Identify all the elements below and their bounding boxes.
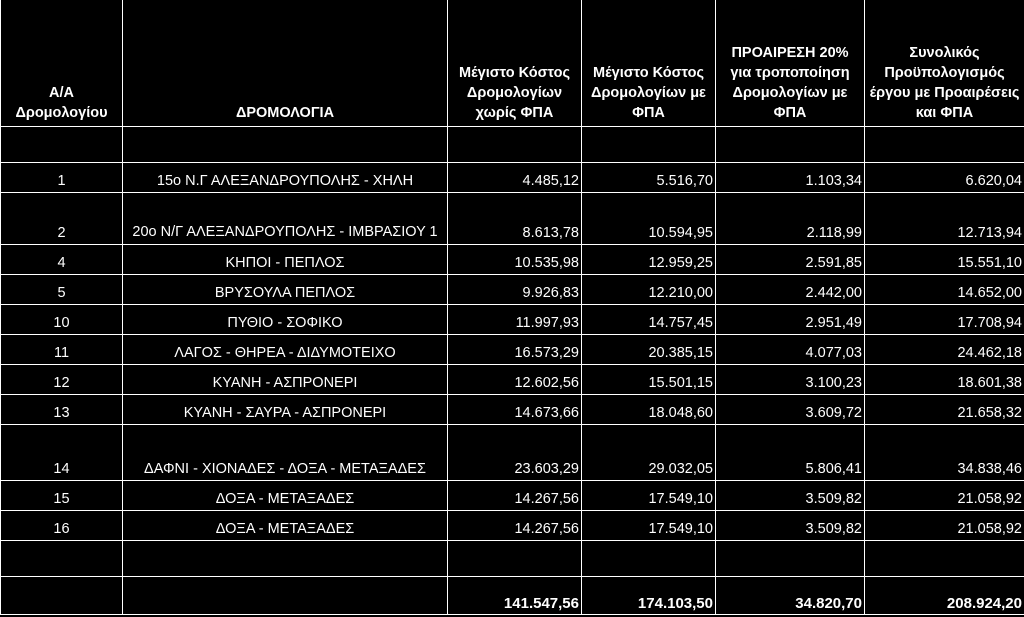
row-cost-vat: 20.385,15 [582, 335, 716, 365]
table-row [1, 365, 1024, 395]
row-total: 14.652,00 [865, 275, 1024, 305]
row-aa: 14 [1, 425, 123, 481]
row-aa: 16 [1, 511, 123, 541]
row-aa: 15 [1, 481, 123, 511]
row-cost-vat: 18.048,60 [582, 395, 716, 425]
row-cost-no-vat: 16.573,29 [448, 335, 582, 365]
row-cost-no-vat: 23.603,29 [448, 425, 582, 481]
blank-cell [716, 127, 865, 163]
row-route: ΛΑΓΟΣ - ΘΗΡΕΑ - ΔΙΔΥΜΟΤΕΙΧΟ [123, 335, 448, 365]
row-total: 6.620,04 [865, 163, 1024, 193]
row-aa: 11 [1, 335, 123, 365]
row-option: 3.509,82 [716, 511, 865, 541]
totals-empty-cell [1, 577, 123, 615]
total-cost-vat: 174.103,50 [582, 577, 716, 615]
row-cost-no-vat: 10.535,98 [448, 245, 582, 275]
blank-cell [582, 127, 716, 163]
row-total: 15.551,10 [865, 245, 1024, 275]
blank-cell [1, 541, 123, 577]
total-option: 34.820,70 [716, 577, 865, 615]
row-option: 1.103,34 [716, 163, 865, 193]
row-route: ΠΥΘΙΟ - ΣΟΦΙΚΟ [123, 305, 448, 335]
row-option: 4.077,03 [716, 335, 865, 365]
table-row [1, 275, 1024, 305]
blank-cell [582, 541, 716, 577]
header-total: Συνολικός Προϋπολογισμός έργου με Προαιρέσεις και ΦΠΑ [865, 0, 1024, 127]
row-route: ΚΥΑΝΗ - ΑΣΠΡΟΝΕΡΙ [123, 365, 448, 395]
header-cost-vat: Μέγιστο Κόστος Δρομολογίων με ΦΠΑ [582, 0, 716, 127]
row-total: 17.708,94 [865, 305, 1024, 335]
row-cost-vat: 17.549,10 [582, 511, 716, 541]
header-cost-no-vat: Μέγιστο Κόστος Δρομολογίων χωρίς ΦΠΑ [448, 0, 582, 127]
table-row [1, 511, 1024, 541]
row-aa: 13 [1, 395, 123, 425]
row-total: 21.058,92 [865, 511, 1024, 541]
blank-row [1, 541, 1024, 577]
row-route: 15ο Ν.Γ ΑΛΕΞΑΝΔΡΟΥΠΟΛΗΣ - ΧΗΛΗ [123, 163, 448, 193]
row-route: ΔΟΞΑ - ΜΕΤΑΞΑΔΕΣ [123, 511, 448, 541]
row-cost-no-vat: 14.673,66 [448, 395, 582, 425]
row-option: 2.442,00 [716, 275, 865, 305]
table-row [1, 245, 1024, 275]
blank-cell [865, 127, 1024, 163]
totals-empty-cell [123, 577, 448, 615]
table-row [1, 193, 1024, 245]
table-row [1, 425, 1024, 481]
row-option: 2.591,85 [716, 245, 865, 275]
row-aa: 10 [1, 305, 123, 335]
row-total: 21.658,32 [865, 395, 1024, 425]
row-total: 24.462,18 [865, 335, 1024, 365]
row-route: ΔΟΞΑ - ΜΕΤΑΞΑΔΕΣ [123, 481, 448, 511]
table-row [1, 163, 1024, 193]
row-total: 21.058,92 [865, 481, 1024, 511]
row-total: 12.713,94 [865, 193, 1024, 245]
blank-cell [448, 127, 582, 163]
row-cost-no-vat: 11.997,93 [448, 305, 582, 335]
row-cost-vat: 12.210,00 [582, 275, 716, 305]
blank-row [1, 127, 1024, 163]
row-cost-no-vat: 12.602,56 [448, 365, 582, 395]
row-cost-no-vat: 9.926,83 [448, 275, 582, 305]
row-route: ΚΥΑΝΗ - ΣΑΥΡΑ - ΑΣΠΡΟΝΕΡΙ [123, 395, 448, 425]
table-row [1, 481, 1024, 511]
row-aa: 1 [1, 163, 123, 193]
row-cost-vat: 10.594,95 [582, 193, 716, 245]
row-route: ΔΑΦΝΙ - ΧΙΟΝΑΔΕΣ - ΔΟΞΑ - ΜΕΤΑΞΑΔΕΣ [123, 425, 448, 481]
blank-cell [865, 541, 1024, 577]
row-aa: 2 [1, 193, 123, 245]
row-total: 18.601,38 [865, 365, 1024, 395]
total-budget: 208.924,20 [865, 577, 1024, 615]
row-cost-vat: 14.757,45 [582, 305, 716, 335]
blank-cell [1, 127, 123, 163]
row-route: ΚΗΠΟΙ - ΠΕΠΛΟΣ [123, 245, 448, 275]
row-cost-no-vat: 8.613,78 [448, 193, 582, 245]
row-cost-vat: 17.549,10 [582, 481, 716, 511]
table-row [1, 335, 1024, 365]
table-row [1, 395, 1024, 425]
row-route: ΒΡΥΣΟΥΛΑ ΠΕΠΛΟΣ [123, 275, 448, 305]
row-route: 20ο Ν/Γ ΑΛΕΞΑΝΔΡΟΥΠΟΛΗΣ - ΙΜΒΡΑΣΙΟΥ 1 [123, 193, 448, 245]
row-option: 3.100,23 [716, 365, 865, 395]
blank-cell [123, 127, 448, 163]
row-option: 2.118,99 [716, 193, 865, 245]
table-row [1, 305, 1024, 335]
row-cost-vat: 12.959,25 [582, 245, 716, 275]
row-cost-vat: 5.516,70 [582, 163, 716, 193]
row-option: 3.609,72 [716, 395, 865, 425]
total-cost-no-vat: 141.547,56 [448, 577, 582, 615]
header-route: ΔΡΟΜΟΛΟΓΙΑ [123, 0, 448, 127]
row-cost-vat: 15.501,15 [582, 365, 716, 395]
totals-row [1, 577, 1024, 615]
row-aa: 4 [1, 245, 123, 275]
row-cost-no-vat: 14.267,56 [448, 511, 582, 541]
blank-cell [448, 541, 582, 577]
header-row [1, 0, 1024, 127]
row-cost-no-vat: 14.267,56 [448, 481, 582, 511]
row-cost-vat: 29.032,05 [582, 425, 716, 481]
header-aa: Α/Α Δρομολογίου [1, 0, 123, 127]
blank-cell [123, 541, 448, 577]
row-cost-no-vat: 4.485,12 [448, 163, 582, 193]
header-option: ΠΡΟΑΙΡΕΣΗ 20% για τροποποίηση Δρομολογίων με ΦΠΑ [716, 0, 865, 127]
blank-cell [716, 541, 865, 577]
row-aa: 12 [1, 365, 123, 395]
row-option: 3.509,82 [716, 481, 865, 511]
row-option: 2.951,49 [716, 305, 865, 335]
row-total: 34.838,46 [865, 425, 1024, 481]
row-option: 5.806,41 [716, 425, 865, 481]
row-aa: 5 [1, 275, 123, 305]
